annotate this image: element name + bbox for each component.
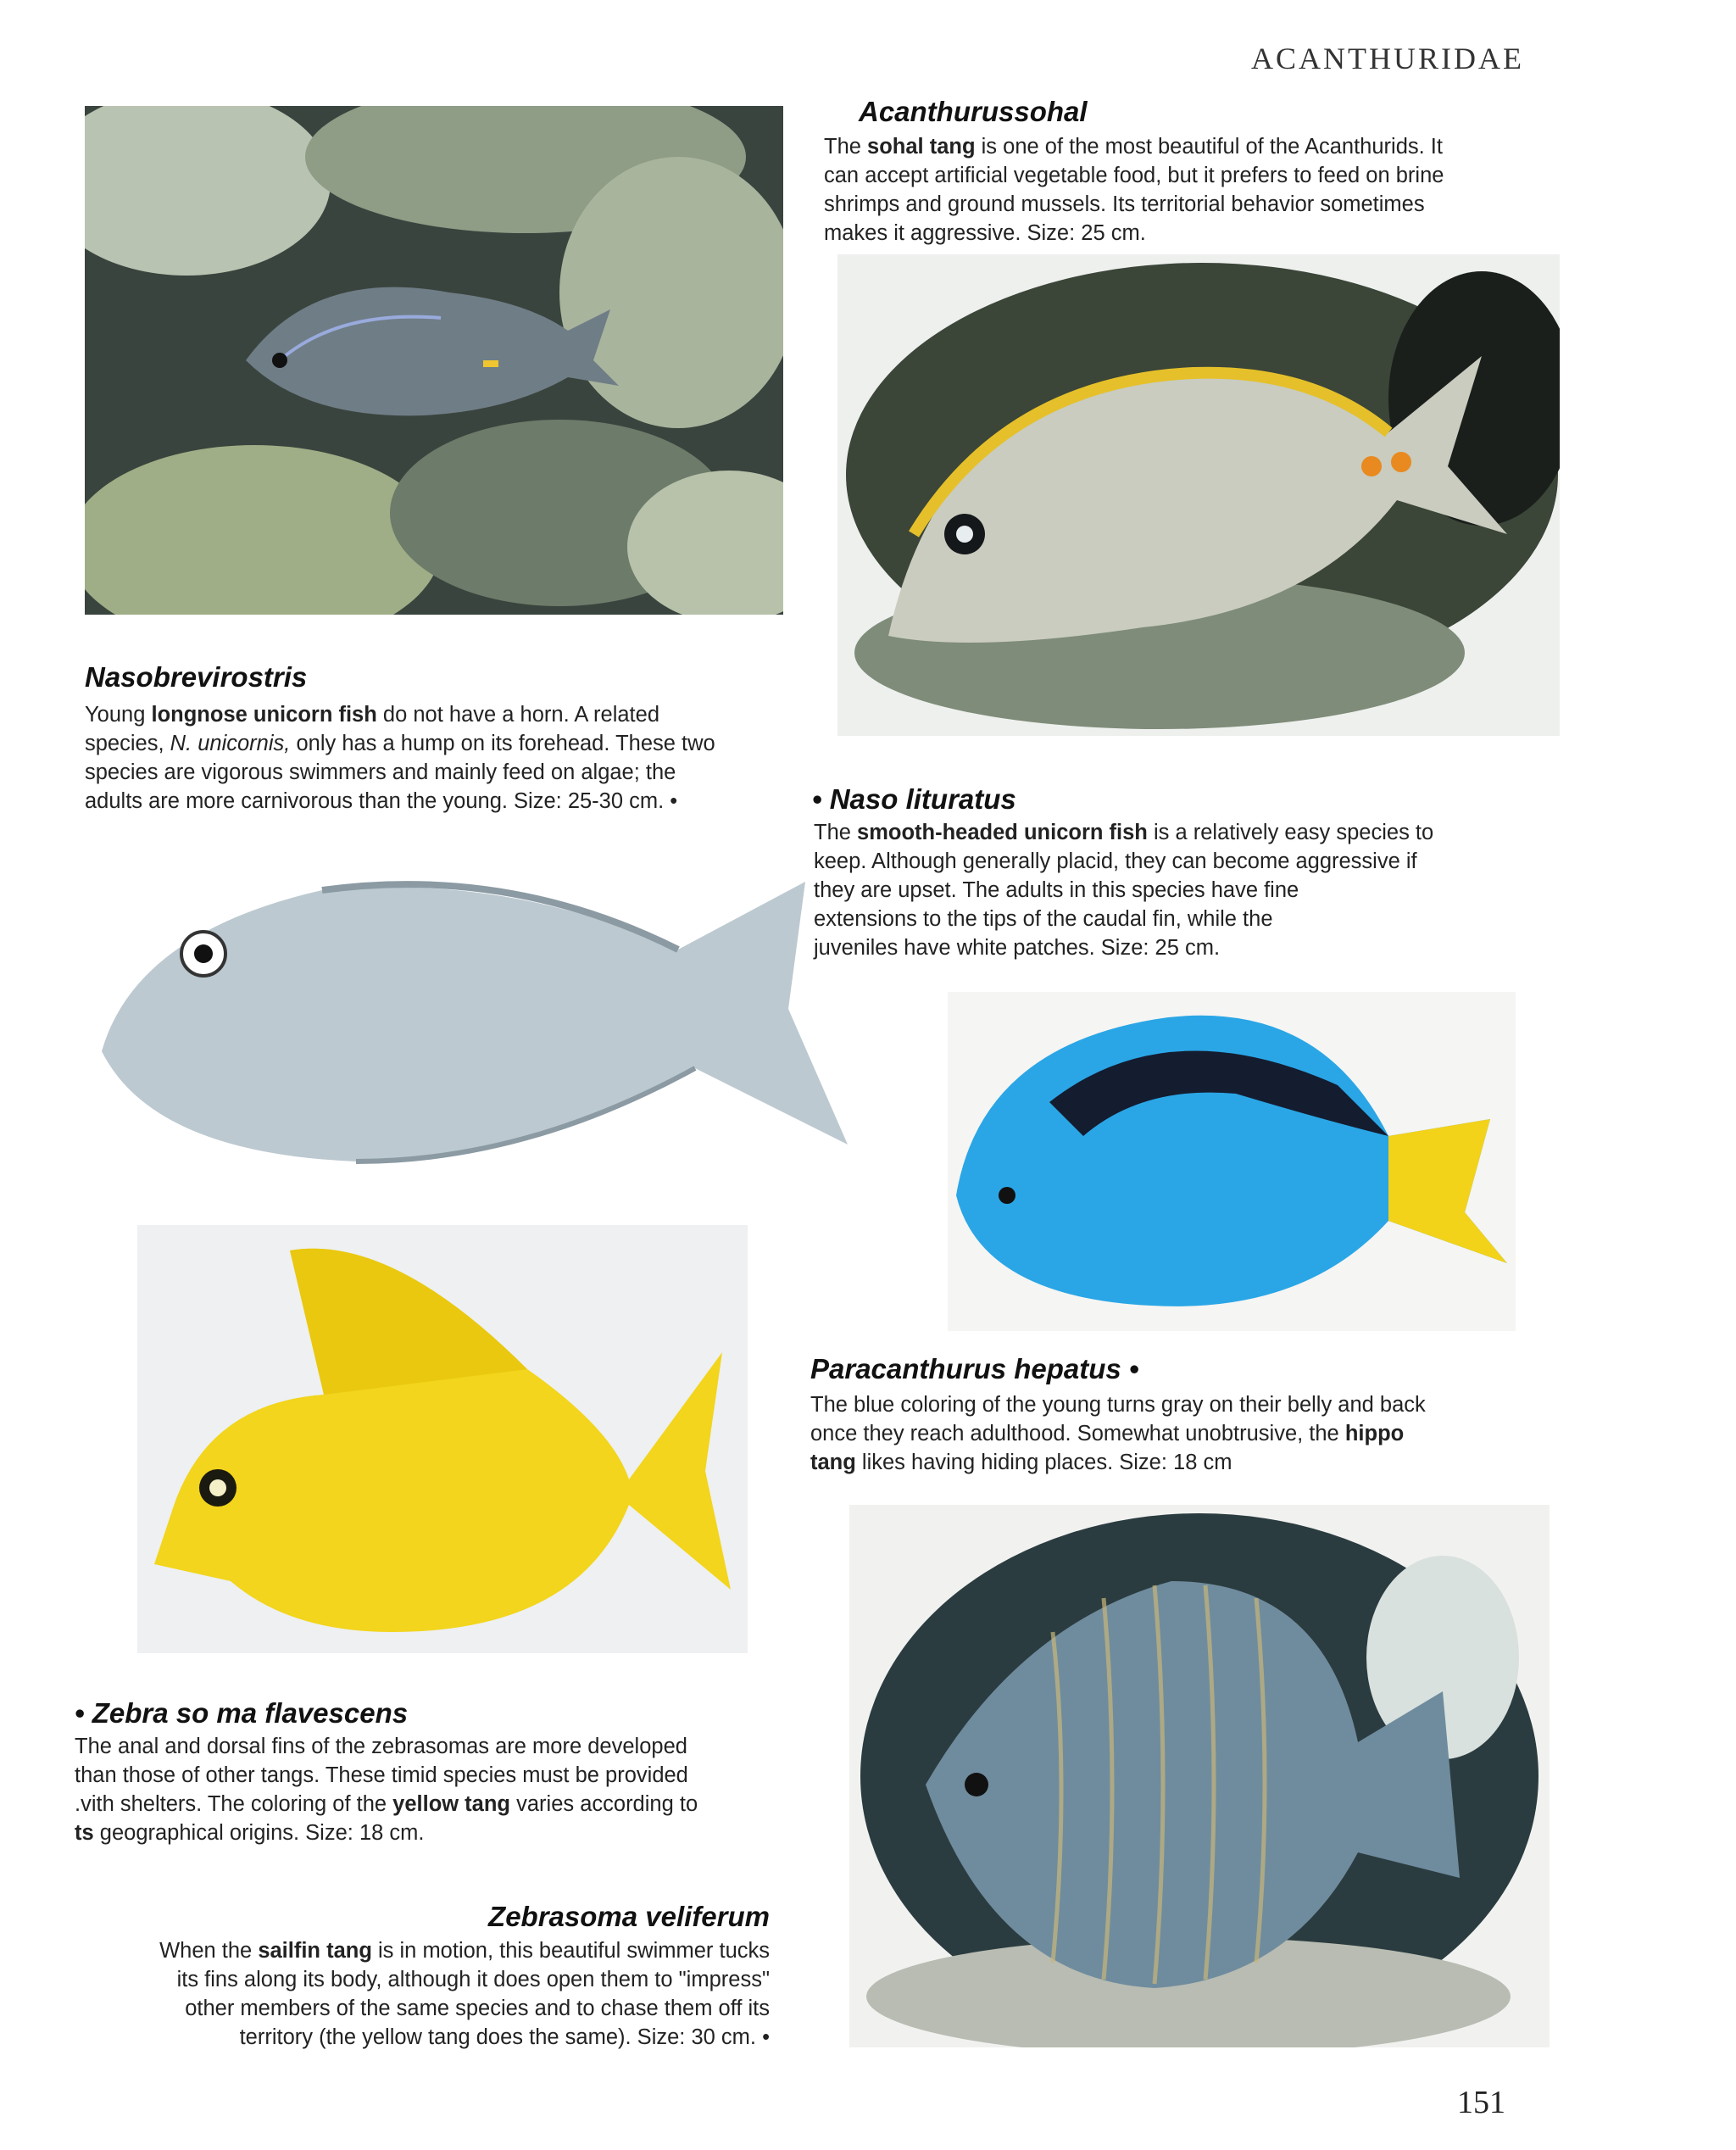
desc-line — [814, 847, 1433, 876]
desc-line — [810, 1419, 1426, 1448]
desc-line — [824, 132, 1444, 161]
text-run: varies according to — [510, 1792, 698, 1816]
desc-line — [814, 905, 1433, 933]
text-run: smooth-headed unicorn fish — [857, 821, 1148, 844]
desc-line — [824, 190, 1444, 219]
text-run: Young — [85, 703, 152, 727]
desc-line — [824, 219, 1444, 248]
text-run: its fins along its body, although it does open them to "impress" — [176, 1968, 770, 1991]
desc-line — [85, 787, 715, 816]
photo-zebrasoma-flavescens — [137, 1225, 748, 1653]
text-run: juveniles have white patches. Size: 25 cm. — [814, 936, 1221, 960]
desc-line — [85, 729, 715, 758]
page-number: 151 — [1457, 2085, 1505, 2120]
text-run: N. unicornis, — [170, 732, 291, 755]
photo-paracanthurus-hepatus — [948, 992, 1516, 1331]
title-zebrasoma-veliferum: Zebrasoma veliferum — [488, 1901, 770, 1932]
text-run: than those of other tangs. These timid species must be provided — [75, 1763, 688, 1787]
text-run: The blue coloring of the young turns gray on their belly and back — [810, 1393, 1426, 1417]
text-run: sohal tang — [867, 135, 976, 159]
section-header: ACANTHURIDAE — [1251, 42, 1524, 75]
text-run: The — [814, 821, 858, 844]
text-run: do not have a horn. A related — [376, 703, 659, 727]
text-run: species, — [85, 732, 170, 755]
desc-line — [85, 758, 715, 787]
desc-acanthurus-sohal — [824, 132, 1444, 248]
desc-line — [75, 1732, 698, 1761]
text-run: tang — [810, 1451, 856, 1474]
title-acanthurus-sohal: Acanthurussohal — [859, 96, 1088, 127]
desc-zebrasoma-veliferum — [159, 1936, 770, 2052]
text-run: can accept artificial vegetable food, but it prefers to feed on brine — [824, 164, 1444, 187]
text-run: adults are more carnivorous than the young. Size: 25-30 cm. • — [85, 789, 678, 813]
desc-paracanthurus-hepatus — [810, 1390, 1426, 1477]
desc-naso-lituratus — [814, 818, 1433, 962]
desc-line — [75, 1790, 698, 1819]
text-run: is one of the most beautiful of the Acanthurids. It — [975, 135, 1443, 159]
text-run: sailfin tang — [258, 1939, 372, 1963]
desc-line — [814, 933, 1433, 962]
photo-zebrasoma-veliferum — [849, 1505, 1550, 2047]
text-run: only has a hump on its forehead. These two — [290, 732, 715, 755]
photo-acanthurus-sohal — [85, 106, 783, 615]
desc-line — [159, 2023, 770, 2052]
text-run: longnose unicorn fish — [151, 703, 377, 727]
text-run: shrimps and ground mussels. Its territorial behavior sometimes — [824, 192, 1425, 216]
text-run: likes having hiding places. Size: 18 cm — [855, 1451, 1232, 1474]
desc-zebrasoma-flavescens — [75, 1732, 698, 1847]
desc-line — [75, 1819, 698, 1847]
title-zebrasoma-flavescens: • Zebra so ma flavescens — [75, 1697, 409, 1729]
desc-line — [159, 1936, 770, 1965]
text-run: species are vigorous swimmers and mainly feed on algae; the — [85, 760, 676, 784]
text-run: once they reach adulthood. Somewhat unobtrusive, the — [810, 1422, 1345, 1445]
photo-naso-brevirostris — [85, 856, 899, 1187]
text-run: makes it aggressive. Size: 25 cm. — [824, 221, 1146, 245]
desc-line — [814, 818, 1433, 847]
text-run: The anal and dorsal fins of the zebrasomas are more developed — [75, 1735, 687, 1758]
desc-line — [159, 1994, 770, 2023]
desc-line — [824, 161, 1444, 190]
text-run: .vith shelters. The coloring of the — [75, 1792, 393, 1816]
desc-line — [75, 1761, 698, 1790]
desc-line — [814, 876, 1433, 905]
text-run: hippo — [1344, 1422, 1405, 1445]
title-naso-lituratus: • Naso lituratus — [812, 783, 1016, 815]
text-run: The — [824, 135, 868, 159]
desc-naso-brevirostris — [85, 700, 715, 816]
text-run: When the — [159, 1939, 259, 1963]
desc-line — [810, 1448, 1426, 1477]
text-run: other members of the same species and to chase them off its — [185, 1997, 770, 2020]
title-paracanthurus-hepatus: Paracanthurus hepatus • — [810, 1353, 1139, 1384]
photo-naso-lituratus — [837, 254, 1560, 736]
text-run: ts — [75, 1821, 94, 1845]
text-run: geographical origins. Size: 18 cm. — [93, 1821, 425, 1845]
text-run: is a relatively easy species to — [1147, 821, 1434, 844]
desc-line — [85, 700, 715, 729]
text-run: they are upset. The adults in this species have fine — [814, 878, 1299, 902]
text-run: territory (the yellow tang does the same). Size: 30 cm. • — [239, 2025, 770, 2049]
text-run: keep. Although generally placid, they can become aggressive if — [814, 849, 1417, 873]
desc-line — [159, 1965, 770, 1994]
text-run: yellow tang — [392, 1792, 511, 1816]
title-naso-brevirostris: Nasobrevirostris — [85, 661, 308, 693]
desc-line — [810, 1390, 1426, 1419]
text-run: extensions to the tips of the caudal fin, while the — [814, 907, 1273, 931]
text-run: is in motion, this beautiful swimmer tucks — [371, 1939, 770, 1963]
